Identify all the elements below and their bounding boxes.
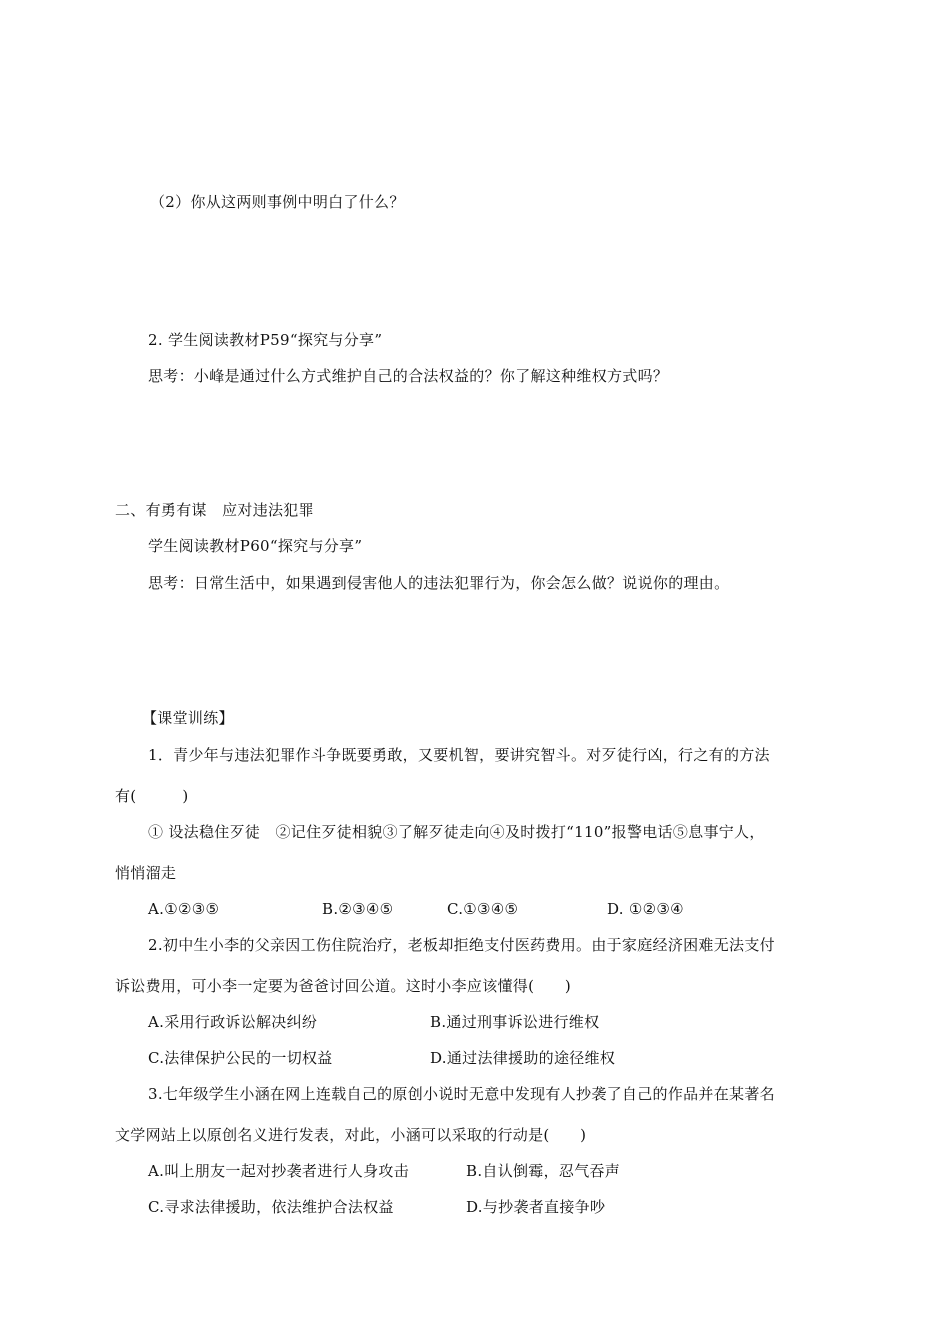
practice-q3-option-d: D.与抄袭者直接争吵 [466,1198,606,1216]
practice-q1-option-b: B.②③④⑤ [322,900,394,918]
item-2-title: 2. 学生阅读教材P59“探究与分享” [148,331,383,349]
practice-q3-option-b: B.自认倒霉，忍气吞声 [466,1162,621,1180]
section-2-read: 学生阅读教材P60“探究与分享” [148,537,363,555]
item-2-think: 思考：小峰是通过什么方式维护自己的合法权益的？你了解这种维权方式吗？ [148,367,669,385]
practice-q2-option-a: A.采用行政诉讼解决纠纷 [148,1013,318,1031]
practice-q1-stem-line1: 1．青少年与违法犯罪作斗争既要勇敢，又要机智，要讲究智斗。对歹徒行凶，行之有的方法 [148,746,770,764]
practice-q2-option-c: C.法律保护公民的一切权益 [148,1049,333,1067]
practice-q3-option-c: C.寻求法律援助，依法维护合法权益 [148,1198,394,1216]
practice-q1-option-c: C.①③④⑤ [447,900,519,918]
practice-heading: 【课堂训练】 [142,709,234,727]
question-2-prompt: （2）你从这两则事例中明白了什么？ [150,193,405,211]
practice-q2-stem-line2: 诉讼费用，可小李一定要为爸爸讨回公道。这时小李应该懂得( ) [115,977,572,995]
practice-q3-stem-line2: 文学网站上以原创名义进行发表，对此，小涵可以采取的行动是( ) [115,1126,587,1144]
practice-q1-stem-line2: 有( ) [115,787,189,805]
practice-q3-stem-line1: 3.七年级学生小涵在网上连载自己的原创小说时无意中发现有人抄袭了自己的作品并在某著名 [148,1085,775,1103]
section-2-heading: 二、有勇有谋 应对违法犯罪 [115,501,314,519]
section-2-think: 思考：日常生活中，如果遇到侵害他人的违法犯罪行为，你会怎么做？说说你的理由。 [148,574,730,592]
practice-q3-option-a: A.叫上朋友一起对抄袭者进行人身攻击 [148,1162,410,1180]
practice-q2-stem-line1: 2.初中生小李的父亲因工伤住院治疗，老板却拒绝支付医药费用。由于家庭经济困难无法支付 [148,936,775,954]
practice-q1-items-line2: 悄悄溜走 [115,864,177,882]
practice-q1-items-line1: ① 设法稳住歹徒 ②记住歹徒相貌③了解歹徒走向④及时拨打“110”报警电话⑤息事宁人， [148,823,765,841]
practice-q1-option-a: A.①②③⑤ [148,900,220,918]
practice-q1-option-d: D. ①②③④ [607,900,684,918]
practice-q2-option-d: D.通过法律援助的途径维权 [430,1049,616,1067]
practice-q2-option-b: B.通过刑事诉讼进行维权 [430,1013,600,1031]
